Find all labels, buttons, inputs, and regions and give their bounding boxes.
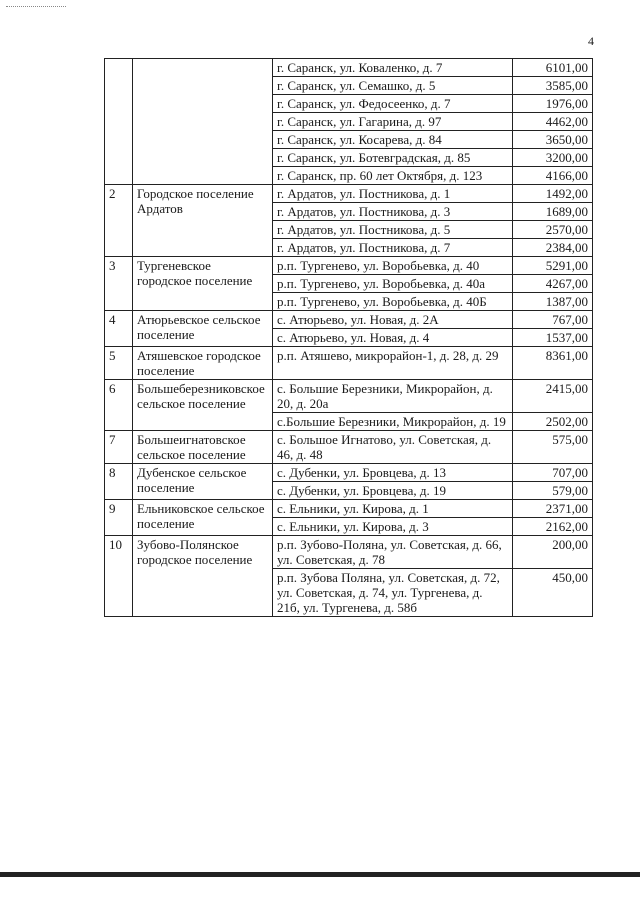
scan-bottom-edge [0,872,640,877]
table-row [105,380,593,413]
address-cell: г. Саранск, пр. 60 лет Октября, д. 123 [273,167,513,185]
address-cell: р.п. Зубова Поляна, ул. Советская, д. 72, ул. Советская, д. 74, ул. Тургенева, д. 21б, ул. Тургенева, д. 58б [273,569,513,617]
table-row [105,500,593,518]
table-row [105,431,593,464]
table-row [105,59,593,77]
address-cell: с. Большое Игнатово, ул. Советская, д. 46, д. 48 [273,431,513,464]
amount-cell: 579,00 [513,482,593,500]
settlement-name: Тургеневское городское поселение [133,257,273,311]
address-cell: с. Ельники, ул. Кирова, д. 1 [273,500,513,518]
settlement-name: Большеигнатовское сельское поселение [133,431,273,464]
settlement-name: Атюрьевское сельское поселение [133,311,273,347]
row-number: 7 [105,431,133,464]
address-cell: с. Большие Березники, Микрорайон, д. 20, д. 20а [273,380,513,413]
amount-cell: 5291,00 [513,257,593,275]
amount-cell: 2570,00 [513,221,593,239]
address-cell: с. Дубенки, ул. Бровцева, д. 13 [273,464,513,482]
settlement-name: Большеберезниковское сельское поселение [133,380,273,431]
amount-cell: 3200,00 [513,149,593,167]
row-number: 9 [105,500,133,536]
address-cell: г. Саранск, ул. Семашко, д. 5 [273,77,513,95]
address-cell: р.п. Тургенево, ул. Воробьевка, д. 40Б [273,293,513,311]
table-body [105,59,593,617]
row-number: 3 [105,257,133,311]
amount-cell: 200,00 [513,536,593,569]
row-number: 8 [105,464,133,500]
amount-cell: 1976,00 [513,95,593,113]
settlement-name: Зубово-Полянское городское поселение [133,536,273,617]
address-cell: г. Саранск, ул. Гагарина, д. 97 [273,113,513,131]
table-row [105,185,593,203]
address-cell: с. Атюрьево, ул. Новая, д. 2А [273,311,513,329]
amount-cell: 707,00 [513,464,593,482]
amount-cell: 3585,00 [513,77,593,95]
address-cell: с.Большие Березники, Микрорайон, д. 19 [273,413,513,431]
row-number: 6 [105,380,133,431]
address-cell: г. Ардатов, ул. Постникова, д. 3 [273,203,513,221]
row-number: 5 [105,347,133,380]
amount-cell: 767,00 [513,311,593,329]
amount-cell: 1689,00 [513,203,593,221]
address-cell: р.п. Тургенево, ул. Воробьевка, д. 40а [273,275,513,293]
settlement-name: Ельниковское сельское поселение [133,500,273,536]
amount-cell: 4166,00 [513,167,593,185]
address-cell: р.п. Тургенево, ул. Воробьевка, д. 40 [273,257,513,275]
amount-cell: 3650,00 [513,131,593,149]
amount-cell: 2371,00 [513,500,593,518]
row-number: 4 [105,311,133,347]
scan-mark [6,6,66,10]
table-row [105,464,593,482]
amount-cell: 2415,00 [513,380,593,413]
row-number: 10 [105,536,133,617]
address-cell: г. Саранск, ул. Косарева, д. 84 [273,131,513,149]
address-cell: г. Саранск, ул. Ботевградская, д. 85 [273,149,513,167]
amount-cell: 450,00 [513,569,593,617]
amount-cell: 8361,00 [513,347,593,380]
address-cell: г. Саранск, ул. Федосеенко, д. 7 [273,95,513,113]
settlement-name: Городское поселение Ардатов [133,185,273,257]
amount-cell: 575,00 [513,431,593,464]
settlement-name: Атяшевское городское поселение [133,347,273,380]
amount-cell: 4267,00 [513,275,593,293]
address-cell: г. Ардатов, ул. Постникова, д. 1 [273,185,513,203]
municipal-table [104,58,593,617]
address-cell: г. Ардатов, ул. Постникова, д. 5 [273,221,513,239]
table-row [105,347,593,380]
table-row [105,257,593,275]
page-number: 4 [588,34,594,48]
amount-cell: 1387,00 [513,293,593,311]
row-number: 2 [105,185,133,257]
address-cell: с. Дубенки, ул. Бровцева, д. 19 [273,482,513,500]
table-row [105,311,593,329]
settlement-name: Дубенское сельское поселение [133,464,273,500]
address-cell: р.п. Зубово-Поляна, ул. Советская, д. 66, ул. Советская, д. 78 [273,536,513,569]
amount-cell: 2162,00 [513,518,593,536]
amount-cell: 2384,00 [513,239,593,257]
address-cell: г. Ардатов, ул. Постникова, д. 7 [273,239,513,257]
address-cell: г. Саранск, ул. Коваленко, д. 7 [273,59,513,77]
amount-cell: 1492,00 [513,185,593,203]
amount-cell: 1537,00 [513,329,593,347]
amount-cell: 2502,00 [513,413,593,431]
address-cell: с. Ельники, ул. Кирова, д. 3 [273,518,513,536]
amount-cell: 4462,00 [513,113,593,131]
table-row [105,536,593,569]
settlement-name [133,59,273,185]
row-number [105,59,133,185]
amount-cell: 6101,00 [513,59,593,77]
address-cell: с. Атюрьево, ул. Новая, д. 4 [273,329,513,347]
address-cell: р.п. Атяшево, микрорайон-1, д. 28, д. 29 [273,347,513,380]
